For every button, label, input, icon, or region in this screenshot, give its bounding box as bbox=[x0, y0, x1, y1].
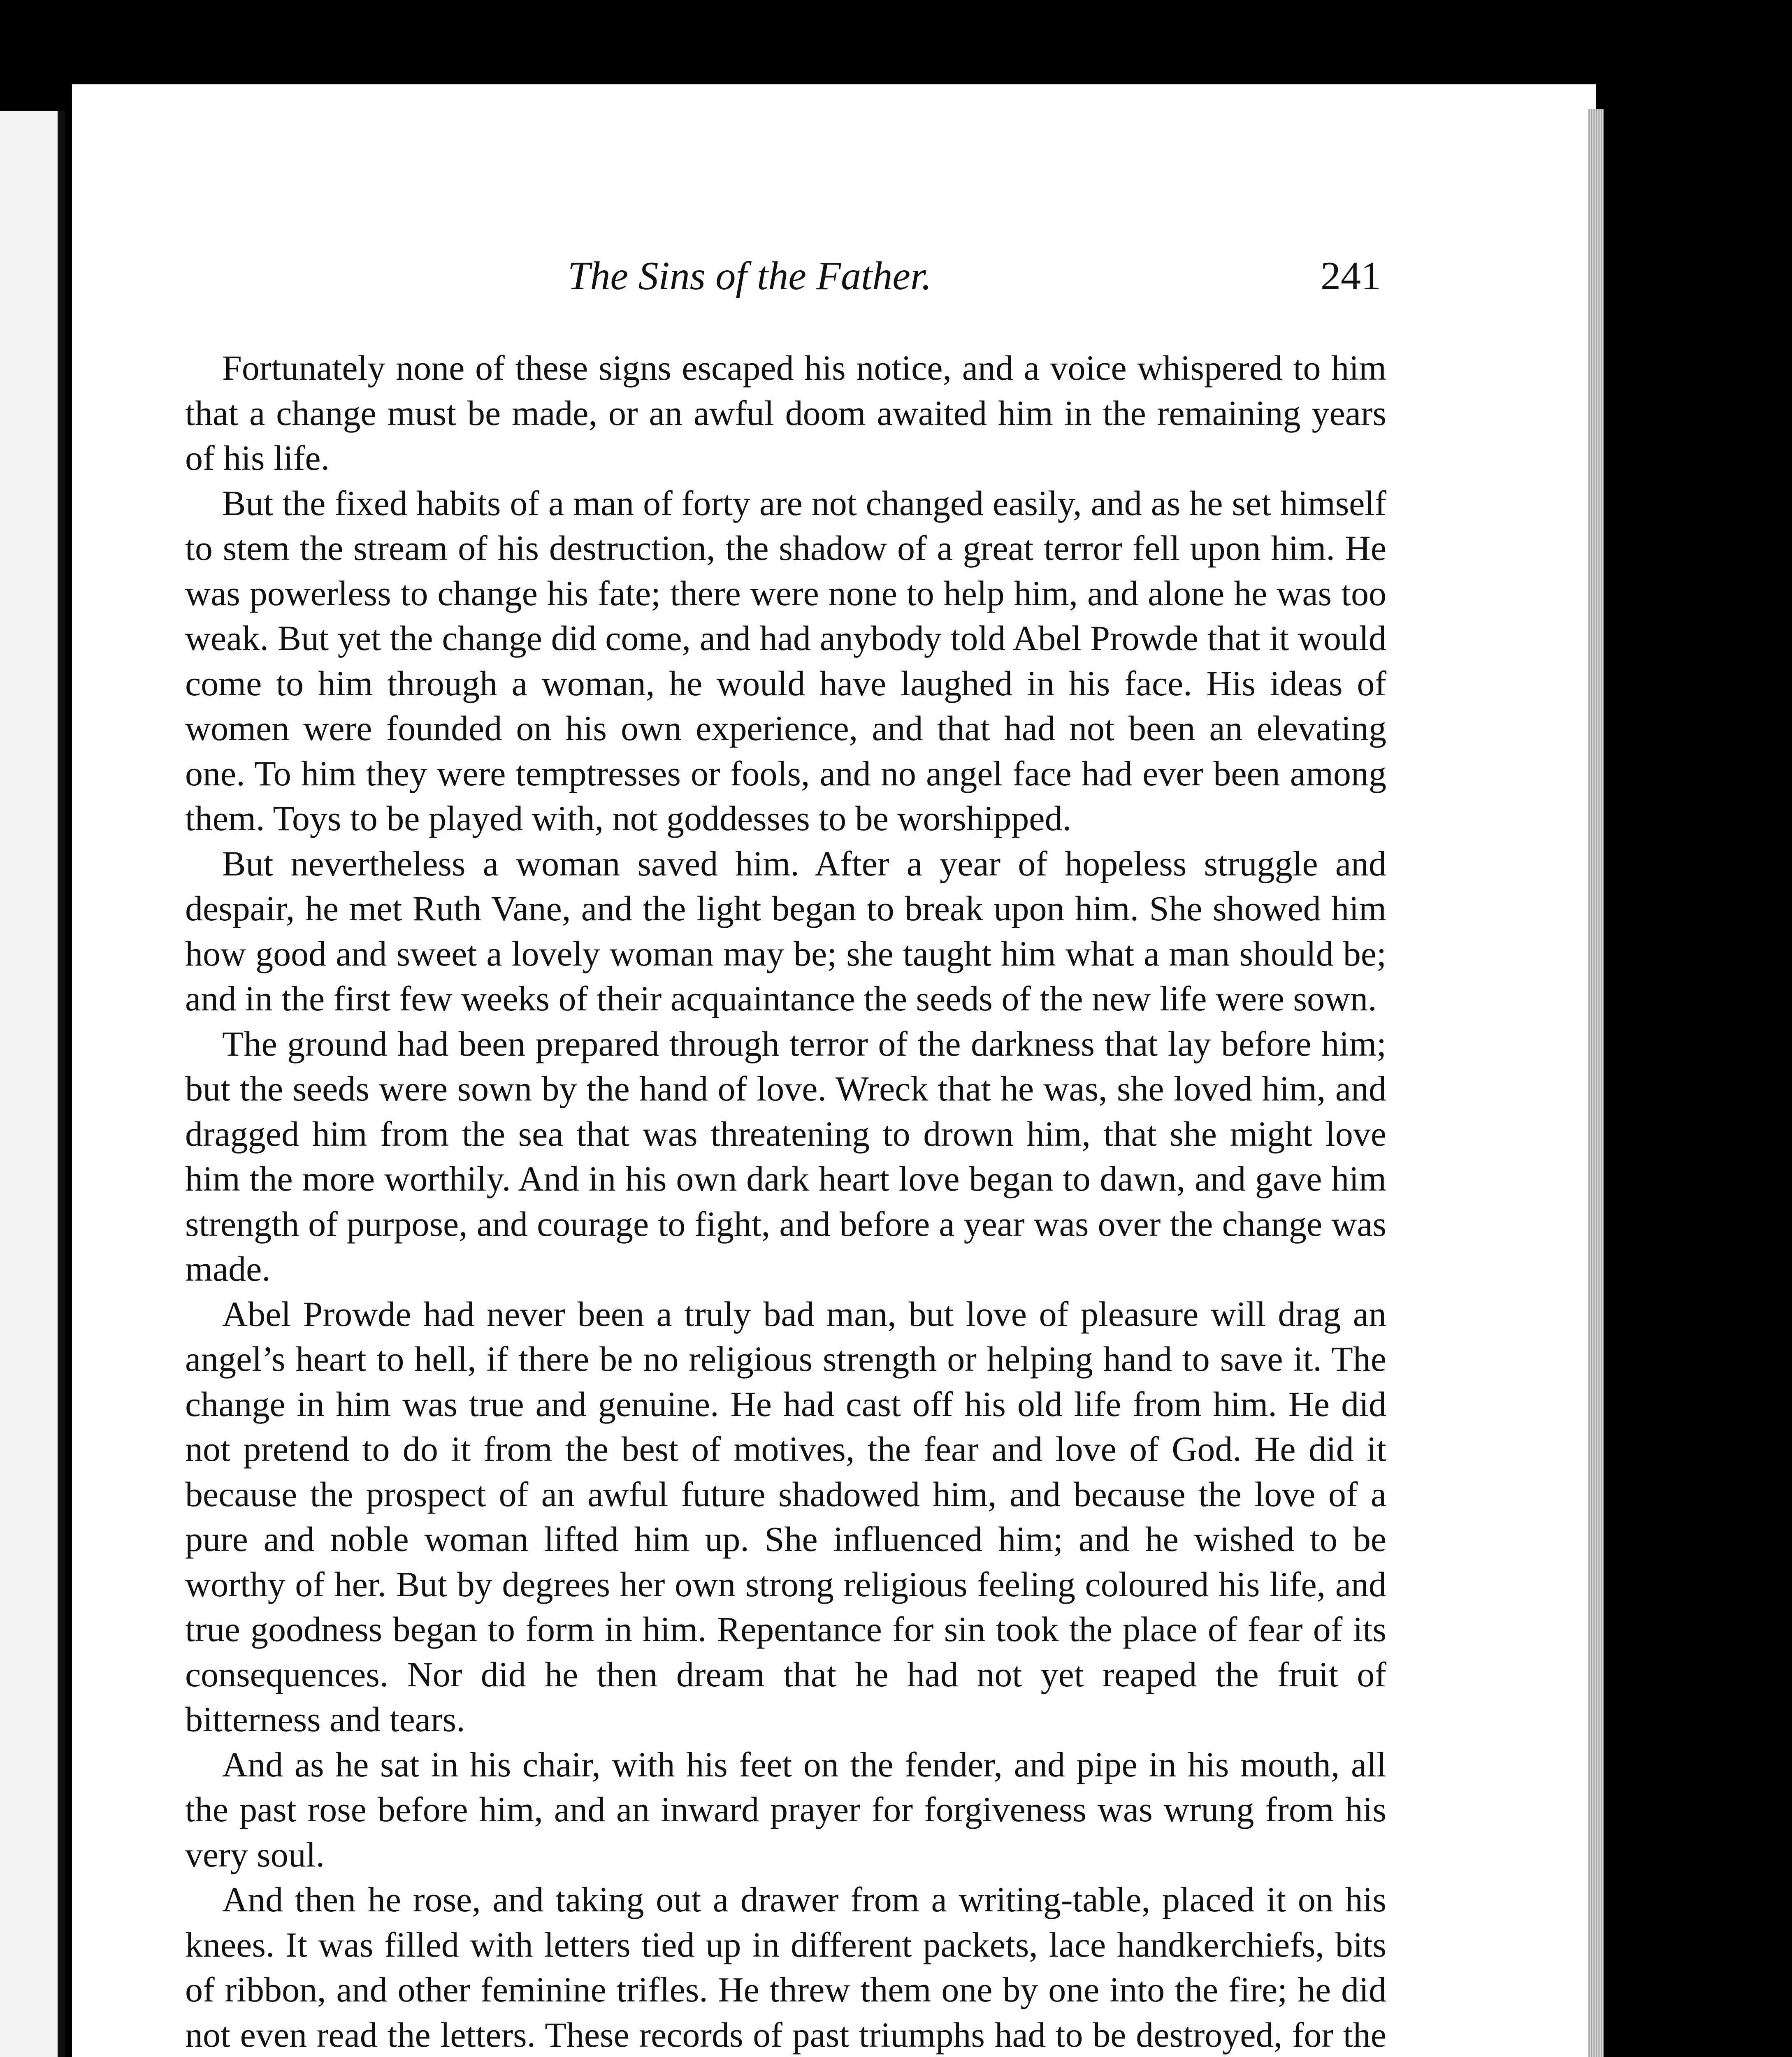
page-stack-edge bbox=[1588, 109, 1604, 2057]
page-number: 241 bbox=[1321, 254, 1381, 298]
paragraph: But nevertheless a woman saved him. After a year of hopeless struggle and despair, he met Ruth Vane, and the light began to break upon him. She showed him how good and sweet a lovely woman may be; she taught him what a man should be; and in the first few weeks of their acquaintance the seeds of the new life were sown. bbox=[185, 843, 1386, 1018]
paragraph: Fortunately none of these signs escaped his notice, and a voice whispered to him that a change must be made, or an awful doom awaited him in the remaining years of his life. bbox=[185, 348, 1386, 478]
running-title: The Sins of the Father. bbox=[568, 254, 932, 298]
paragraph: Abel Prowde had never been a truly bad man, but love of pleasure will drag an angel’s heart to hell, if there be no religious strength or helping hand to save it. The change in him was true and genuine. He had cast off his old life from him. He did not pretend to do it from the best of motives, the fear and love of God. He did it because the prospect of an awful future shadowed him, and because the love of a pure and noble woman lifted him up. She influenced him; and he wished to be worthy of her. But by degrees her own strong religious feeling coloured his life, and true goodness began to form in him. Repentance for sin took the place of fear of its consequences. Nor did he then dream that he had not yet reaped the fruit of bitterness and tears. bbox=[185, 1294, 1386, 1739]
body-text bbox=[185, 346, 1386, 2057]
paragraph: The ground had been prepared through terror of the darkness that lay before him; but the seeds were sown by the hand of love. Wreck that he was, she loved him, and dragged him from the sea that was threatening to drown him, that she might love him the more worthily. And in his own dark heart love began to dawn, and gave him strength of purpose, and courage to fight, and before a year was over the change was made. bbox=[185, 1024, 1386, 1289]
paragraph: And as he sat in his chair, with his feet on the fender, and pipe in his mouth, all the past rose before him, and an inward prayer for forgiveness was wrung from his very soul. bbox=[185, 1744, 1386, 1874]
paragraph: And then he rose, and taking out a drawer from a writing-table, placed it on his knees. It was filled with letters tied up in different packets, lace handkerchiefs, bits of ribbon, and other feminine trifles. He threw them one by one into the fire; he did not even read the letters. These records of past triumphs had to be destroyed, for the bbox=[185, 1880, 1386, 2055]
previous-page-edge bbox=[0, 111, 65, 2057]
paragraph: But the fixed habits of a man of forty are not changed easily, and as he set himself to stem the stream of his destruction, the shadow of a great terror fell upon him. He was powerless to change his fate; there were none to help him, and alone he was too weak. But yet the change did come, and had anybody told Abel Prowde that it would come to him through a woman, he would have laughed in his face. His ideas of women were founded on his own experience, and that had not been an elevating one. To him they were temptresses or fools, and no angel face had ever been among them. Toys to be played with, not goddesses to be worshipped. bbox=[185, 483, 1386, 838]
